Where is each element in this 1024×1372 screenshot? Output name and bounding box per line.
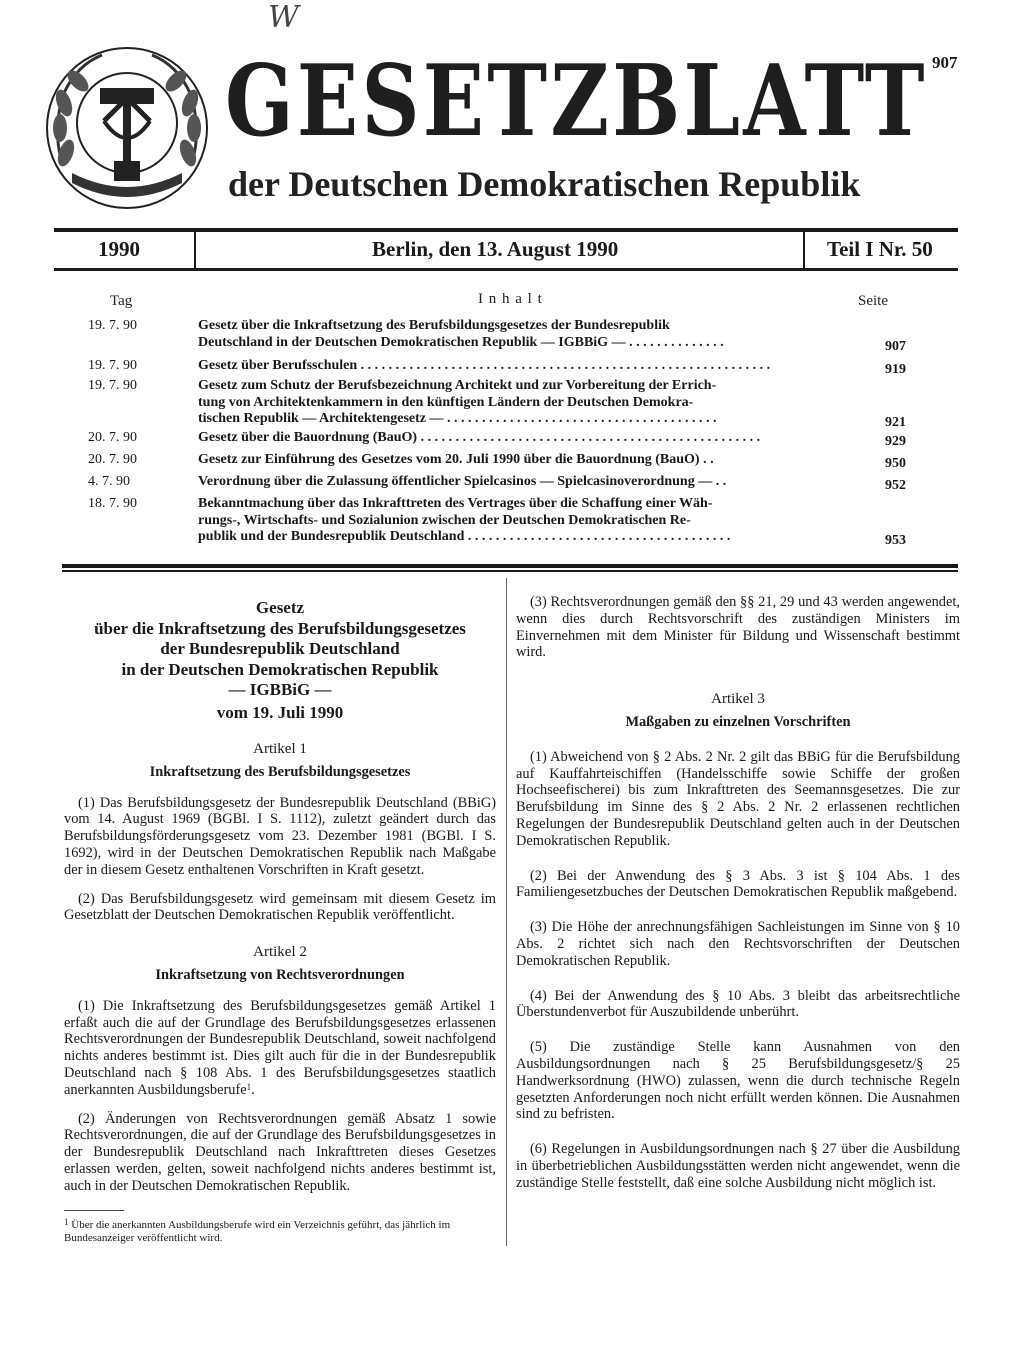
article-3-heading: Maßgaben zu einzelnen Vorschriften	[625, 713, 851, 730]
toc-entry-title-line: Gesetz zum Schutz der Berufsbezeichnung Architekt und zur Vorbereitung der Errich-	[198, 378, 717, 393]
toc-entry-title-line: rungs-, Wirtschafts- und Sozialunion zwischen der Deutschen Demokratischen Re-	[198, 512, 691, 528]
toc-entry-title	[198, 358, 898, 375]
toc-entry-title	[198, 496, 898, 546]
article-1-paragraph-1: (1) Das Berufsbildungsgesetz der Bundesrepublik Deutschland (BBiG) vom 14. August 1969 (BGBl. I S. 1112), zuletzt geändert durch das Berufsbildungsförderungsgesetz vom 23. Dezember 1981 (BGBl. I S. 1692), wird in der Deutschen Demokratischen Republik nach Maßgabe der in diesem Gesetz enthaltenen Vorschriften in Kraft gesetzt.	[64, 794, 496, 878]
issue-bar-divider-right	[803, 232, 805, 268]
toc-header-day: Tag	[110, 293, 133, 309]
toc-entry-title	[198, 378, 898, 428]
handwritten-mark: W	[268, 0, 299, 35]
toc-entry-title	[198, 318, 898, 351]
toc-entry-page: 929	[885, 434, 906, 449]
toc-entry-date: 4. 7. 90	[88, 474, 130, 489]
publication-subtitle: der Deutschen Demokratischen Republik	[228, 164, 861, 204]
law-title-line: der Bundesrepublik Deutschland	[160, 639, 400, 658]
footnote	[64, 1219, 496, 1245]
article-3-paragraph-1: (1) Abweichend von § 2 Abs. 2 Nr. 2 gilt das BBiG für die Berufsbildung auf Kauffahrteischiffen (Handelsschiffe sowie Schiffe der großen Hochseefischerei) bis zum Inkrafttreten des Seemannsgesetzes. Die zur Berufsbildung im Sinne des § 2 Abs. 2 Nr. 2 erlassenen rechtlichen Regelungen der Bundesrepublik Deutschland gelten auch in der Deutschen Demokratischen Republik.	[516, 748, 960, 849]
toc-entry-title-line: Gesetz über die Inkraftsetzung des Berufsbildungsgesetzes der Bundesrepublik	[198, 318, 670, 333]
footnote-rule	[64, 1210, 124, 1211]
article-1-heading: Inkraftsetzung des Berufsbildungsgesetzes	[149, 763, 411, 780]
issue-place-date: Berlin, den 13. August 1990	[372, 237, 619, 261]
toc-entry-date: 19. 7. 90	[88, 358, 137, 373]
law-title-line: über die Inkraftsetzung des Berufsbildungsgesetzes	[94, 618, 466, 638]
article-3-paragraph-5: (5) Die zuständige Stelle kann Ausnahmen von den Ausbildungsordnungen nach § 25 Berufsbildungsgesetz/§ 25 Handwerksordnung (HWO) zulassen, wenn die durch technische Regeln gesetzten Anforderungen noch nicht erfüllt werden können. Die Ausnahmen sind zu befristen.	[516, 1039, 960, 1123]
column-divider	[506, 578, 507, 1246]
article-3-paragraph-2: (2) Bei der Anwendung des § 3 Abs. 3 ist § 104 Abs. 1 des Familiengesetzbuches der Deutschen Demokratischen Republik maßgebend.	[516, 867, 960, 901]
issue-bar-top-rule	[54, 228, 958, 232]
left-column	[64, 598, 496, 1207]
toc-entry-title-line: Verordnung über die Zulassung öffentlicher Spielcasinos — Spielcasinoverordnung — . .	[198, 474, 727, 489]
toc-entry-date: 18. 7. 90	[88, 496, 137, 511]
masthead: GESETZBLATT	[225, 44, 928, 159]
right-column	[516, 594, 960, 1204]
article-2-paragraph-2: (2) Änderungen von Rechtsverordnungen gemäß Absatz 1 sowie Rechtsverordnungen, die auf der Grundlage des Berufsbildungsgesetzes in der Bundesrepublik Deutschland nach Inkrafttreten dieses Gesetzes erlassen werden, gelten, soweit nachfolgend nichts anderes bestimmt ist, auch in der Deutschen Demokratischen Republik.	[64, 1110, 496, 1194]
toc-entry-title-line: Bekanntmachung über das Inkrafttreten des Vertrages über die Schaffung einer Wäh-	[198, 496, 713, 511]
article-2-label: Artikel 2	[253, 944, 307, 961]
issue-part-number: Teil I Nr. 50	[827, 237, 933, 261]
toc-entry-page: 907	[885, 338, 906, 354]
toc-entry-title-line: Gesetz zur Einführung des Gesetzes vom 20. Juli 1990 über die Bauordnung (BauO) . .	[198, 452, 714, 467]
toc-entry-title-line: tischen Republik — Architektengesetz — . . . . . . . . . . . . . . . . . . . . . . . . . . . . . . . . . . . . . . .	[198, 411, 717, 426]
article-2-paragraph-3: (3) Rechtsverordnungen gemäß den §§ 21, 29 und 43 werden angewendet, wenn dies durch Rechtsvorschrift des zuständigen Ministers im Einvernehmen mit dem Minister für Bildung und Wissenschaft bestimmt wird.	[516, 594, 960, 661]
law-title	[64, 598, 496, 723]
toc-entry-title	[198, 474, 898, 491]
law-title-line: Gesetz	[255, 598, 305, 617]
toc-entry-page: 919	[885, 362, 906, 377]
law-date: vom 19. Juli 1990	[216, 702, 344, 722]
footnote-text: Über die anerkannten Ausbildungsberufe wird ein Verzeichnis geführt, das jährlich im Bundesanzeiger veröffentlicht wird.	[64, 1219, 451, 1244]
article-3-label: Artikel 3	[711, 691, 765, 708]
toc-entry-title	[198, 430, 898, 447]
toc-entry-date: 20. 7. 90	[88, 430, 137, 445]
article-1-label: Artikel 1	[253, 741, 307, 757]
law-title-line: — IGBBiG —	[228, 680, 332, 699]
toc-entry-title-line: Gesetz über Berufsschulen . . . . . . . . . . . . . . . . . . . . . . . . . . . . . . . . . . . . . . . . . . . . . . . . . . . . . . . . . . .	[198, 358, 771, 373]
toc-entry-title-line: Gesetz über die Bauordnung (BauO) . . . . . . . . . . . . . . . . . . . . . . . . . . . . . . . . . . . . . . . . . . . . . . . . .	[198, 430, 761, 445]
article-3-paragraph-4: (4) Bei der Anwendung des § 10 Abs. 3 bleibt das arbeitsrechtliche Überstundenverbot für Auszubildende unberührt.	[516, 987, 960, 1021]
toc-entry-page: 953	[885, 533, 906, 548]
toc-entry-title-line: publik und der Bundesrepublik Deutschland . . . . . . . . . . . . . . . . . . . . . . . . . . . . . . . . . . . . . .	[198, 529, 731, 544]
section-separator-rule-2	[62, 570, 958, 572]
toc-entry-date: 19. 7. 90	[88, 318, 137, 333]
article-3-paragraph-3: (3) Die Höhe der anrechnungsfähigen Sachleistungen im Sinne von § 10 Abs. 2 richtet sich nach den Rechtsvorschriften der Deutschen Demokratischen Republik.	[516, 919, 960, 969]
law-title-line: in der Deutschen Demokratischen Republik	[121, 659, 439, 679]
article-2-paragraph-1-text: (1) Die Inkraftsetzung des Berufsbildungsgesetzes gemäß Artikel 1 erfaßt auch die auf der Grundlage des Berufsbildungsgesetzes erlassenen Rechtsverordnungen der Bundesrepublik Deutschland, soweit nachfolgend nichts anderes bestimmt ist. Dies gilt auch für die in der Bundesrepublik Deutschland nach § 108 Abs. 1 des Berufsbildungsgesetzes staatlich anerkannten Ausbildungsberufe	[64, 997, 496, 1098]
article-3-paragraph-6: (6) Regelungen in Ausbildungsordnungen nach § 27 über die Ausbildung in überbetrieblichen Ausbildungsstätten werden nicht angewendet, wenn die zuständige Stelle feststellt, daß eine solche Ausbildung nicht möglich ist.	[516, 1141, 960, 1191]
toc-entry-title	[198, 452, 898, 469]
page-number: 907	[932, 53, 958, 72]
issue-bar-bottom-rule	[54, 268, 958, 271]
footnote-reference: 1	[246, 1081, 252, 1092]
article-1-paragraph-2: (2) Das Berufsbildungsgesetz wird gemeinsam mit diesem Gesetz im Gesetzblatt der Deutschen Demokratischen Republik veröffentlicht.	[64, 890, 496, 924]
article-2-paragraph-1-end: .	[251, 1081, 255, 1098]
toc-entry-title-line: tung von Architektenkammern in den künftigen Ländern der Deutschen Demokra-	[198, 394, 694, 410]
toc-entry-date: 19. 7. 90	[88, 378, 137, 393]
section-separator-rule	[62, 564, 958, 568]
toc-entry-title-line: Deutschland in der Deutschen Demokratischen Republik — IGBBiG — . . . . . . . . . . . . . .	[198, 334, 724, 350]
toc-entry-page: 921	[885, 415, 906, 430]
toc-entry-page: 950	[885, 456, 906, 471]
toc-entry-page: 952	[885, 478, 906, 493]
issue-year: 1990	[98, 237, 140, 261]
toc-header-page: Seite	[858, 293, 888, 309]
issue-bar-divider-left	[194, 232, 196, 268]
footnote-mark: 1	[64, 1217, 69, 1227]
article-2-heading: Inkraftsetzung von Rechtsverordnungen	[155, 966, 405, 983]
article-2-paragraph-1	[64, 998, 496, 1099]
state-emblem-icon	[42, 43, 212, 213]
toc-header-content: I n h a l t	[478, 291, 543, 307]
toc-entry-date: 20. 7. 90	[88, 452, 137, 467]
